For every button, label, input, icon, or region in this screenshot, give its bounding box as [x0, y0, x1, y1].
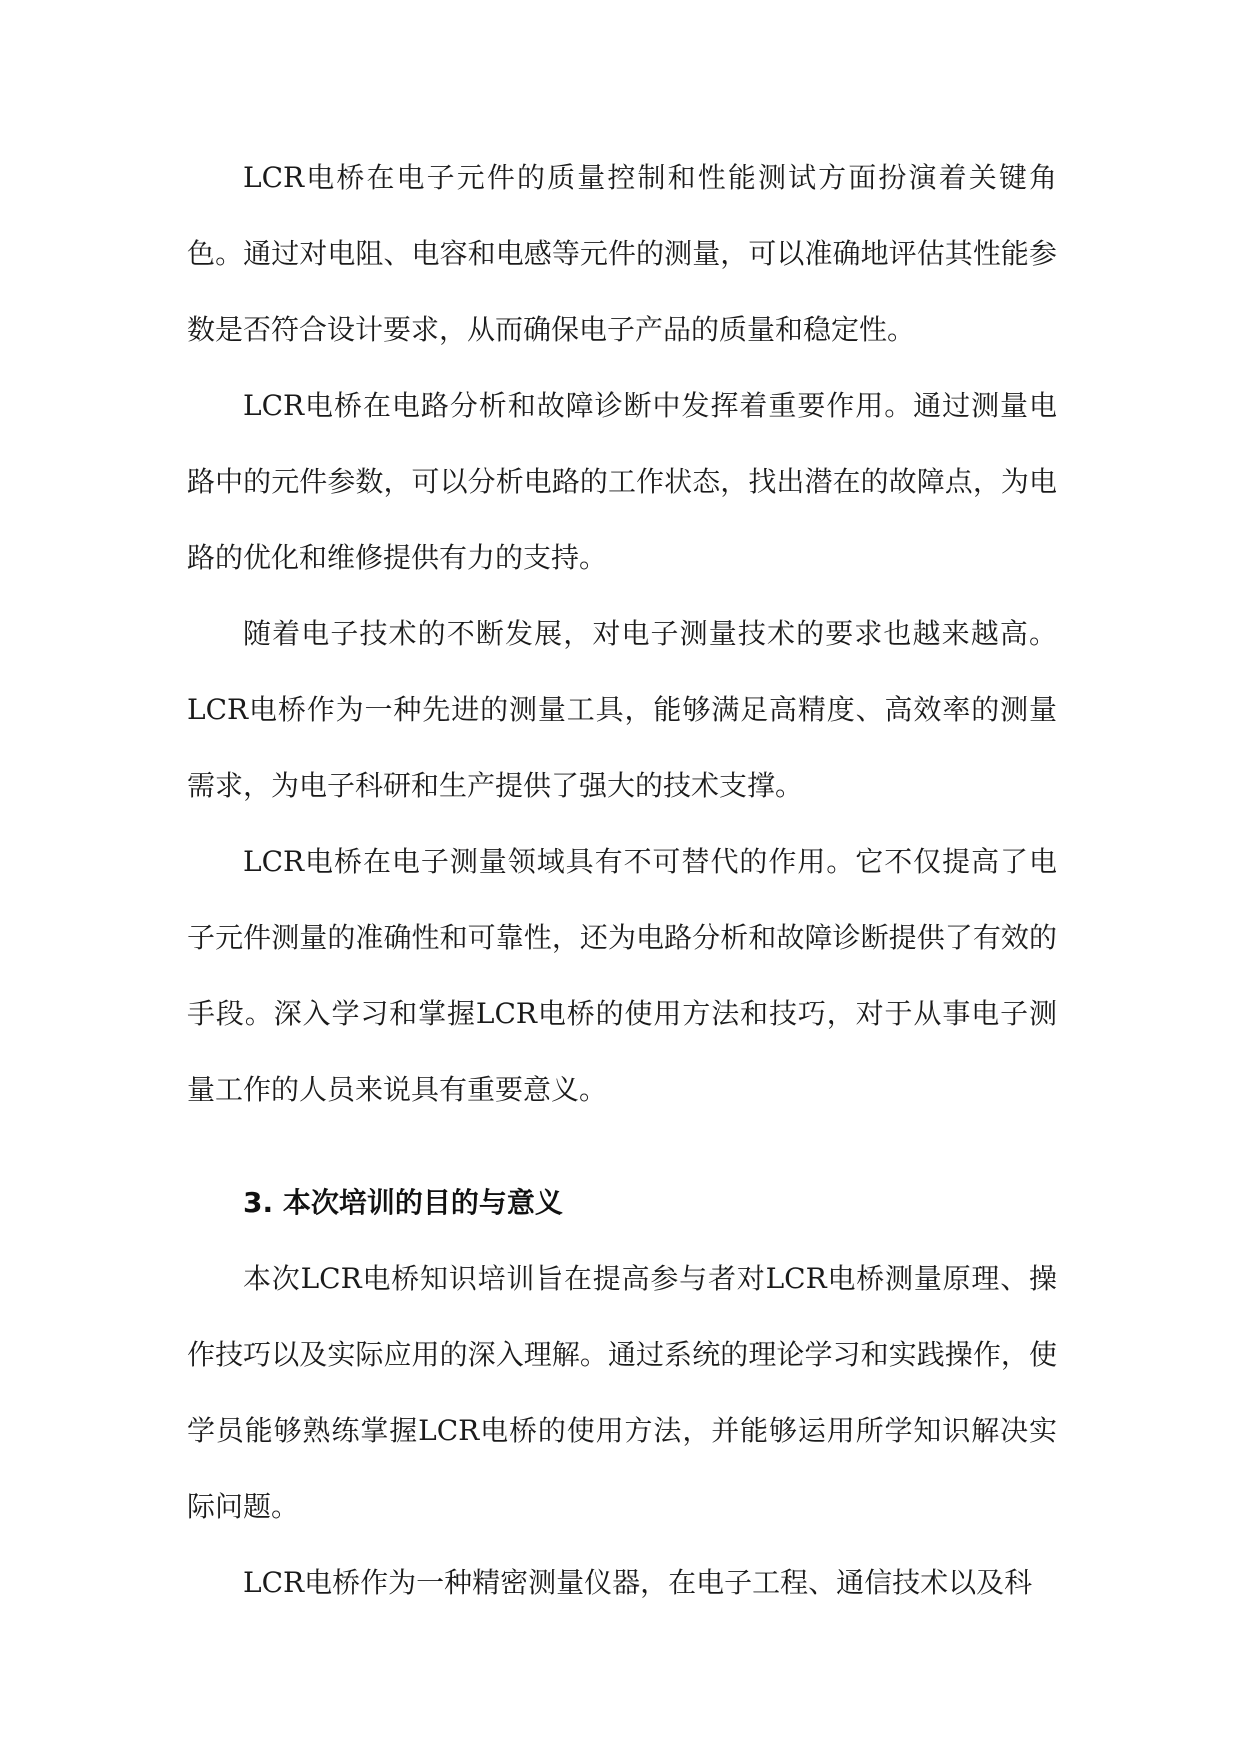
paragraph: 本次LCR电桥知识培训旨在提高参与者对LCR电桥测量原理、操作技巧以及实际应用的深入理解。通过系统的理论学习和实践操作，使学员能够熟练掌握LCR电桥的使用方法，并能够运用所学知识解决实际问题。 [187, 1262, 1057, 1523]
section-heading: 3. 本次培训的目的与意义 [243, 1186, 563, 1219]
paragraph: LCR电桥在电路分析和故障诊断中发挥着重要作用。通过测量电路中的元件参数，可以分析电路的工作状态，找出潜在的故障点，为电路的优化和维修提供有力的支持。 [187, 389, 1057, 574]
paragraph: LCR电桥在电子测量领域具有不可替代的作用。它不仅提高了电子元件测量的准确性和可靠性，还为电路分析和故障诊断提供了有效的手段。深入学习和掌握LCR电桥的使用方法和技巧，对于从事电子测量工作的人员来说具有重要意义。 [187, 845, 1057, 1106]
document-body [187, 140, 1057, 1621]
paragraph: 随着电子技术的不断发展，对电子测量技术的要求也越来越高。LCR电桥作为一种先进的测量工具，能够满足高精度、高效率的测量需求，为电子科研和生产提供了强大的技术支撑。 [187, 617, 1057, 802]
paragraph: LCR电桥作为一种精密测量仪器，在电子工程、通信技术以及科 [243, 1566, 1033, 1599]
paragraph: LCR电桥在电子元件的质量控制和性能测试方面扮演着关键角色。通过对电阻、电容和电感等元件的测量，可以准确地评估其性能参数是否符合设计要求，从而确保电子产品的质量和稳定性。 [187, 161, 1057, 346]
